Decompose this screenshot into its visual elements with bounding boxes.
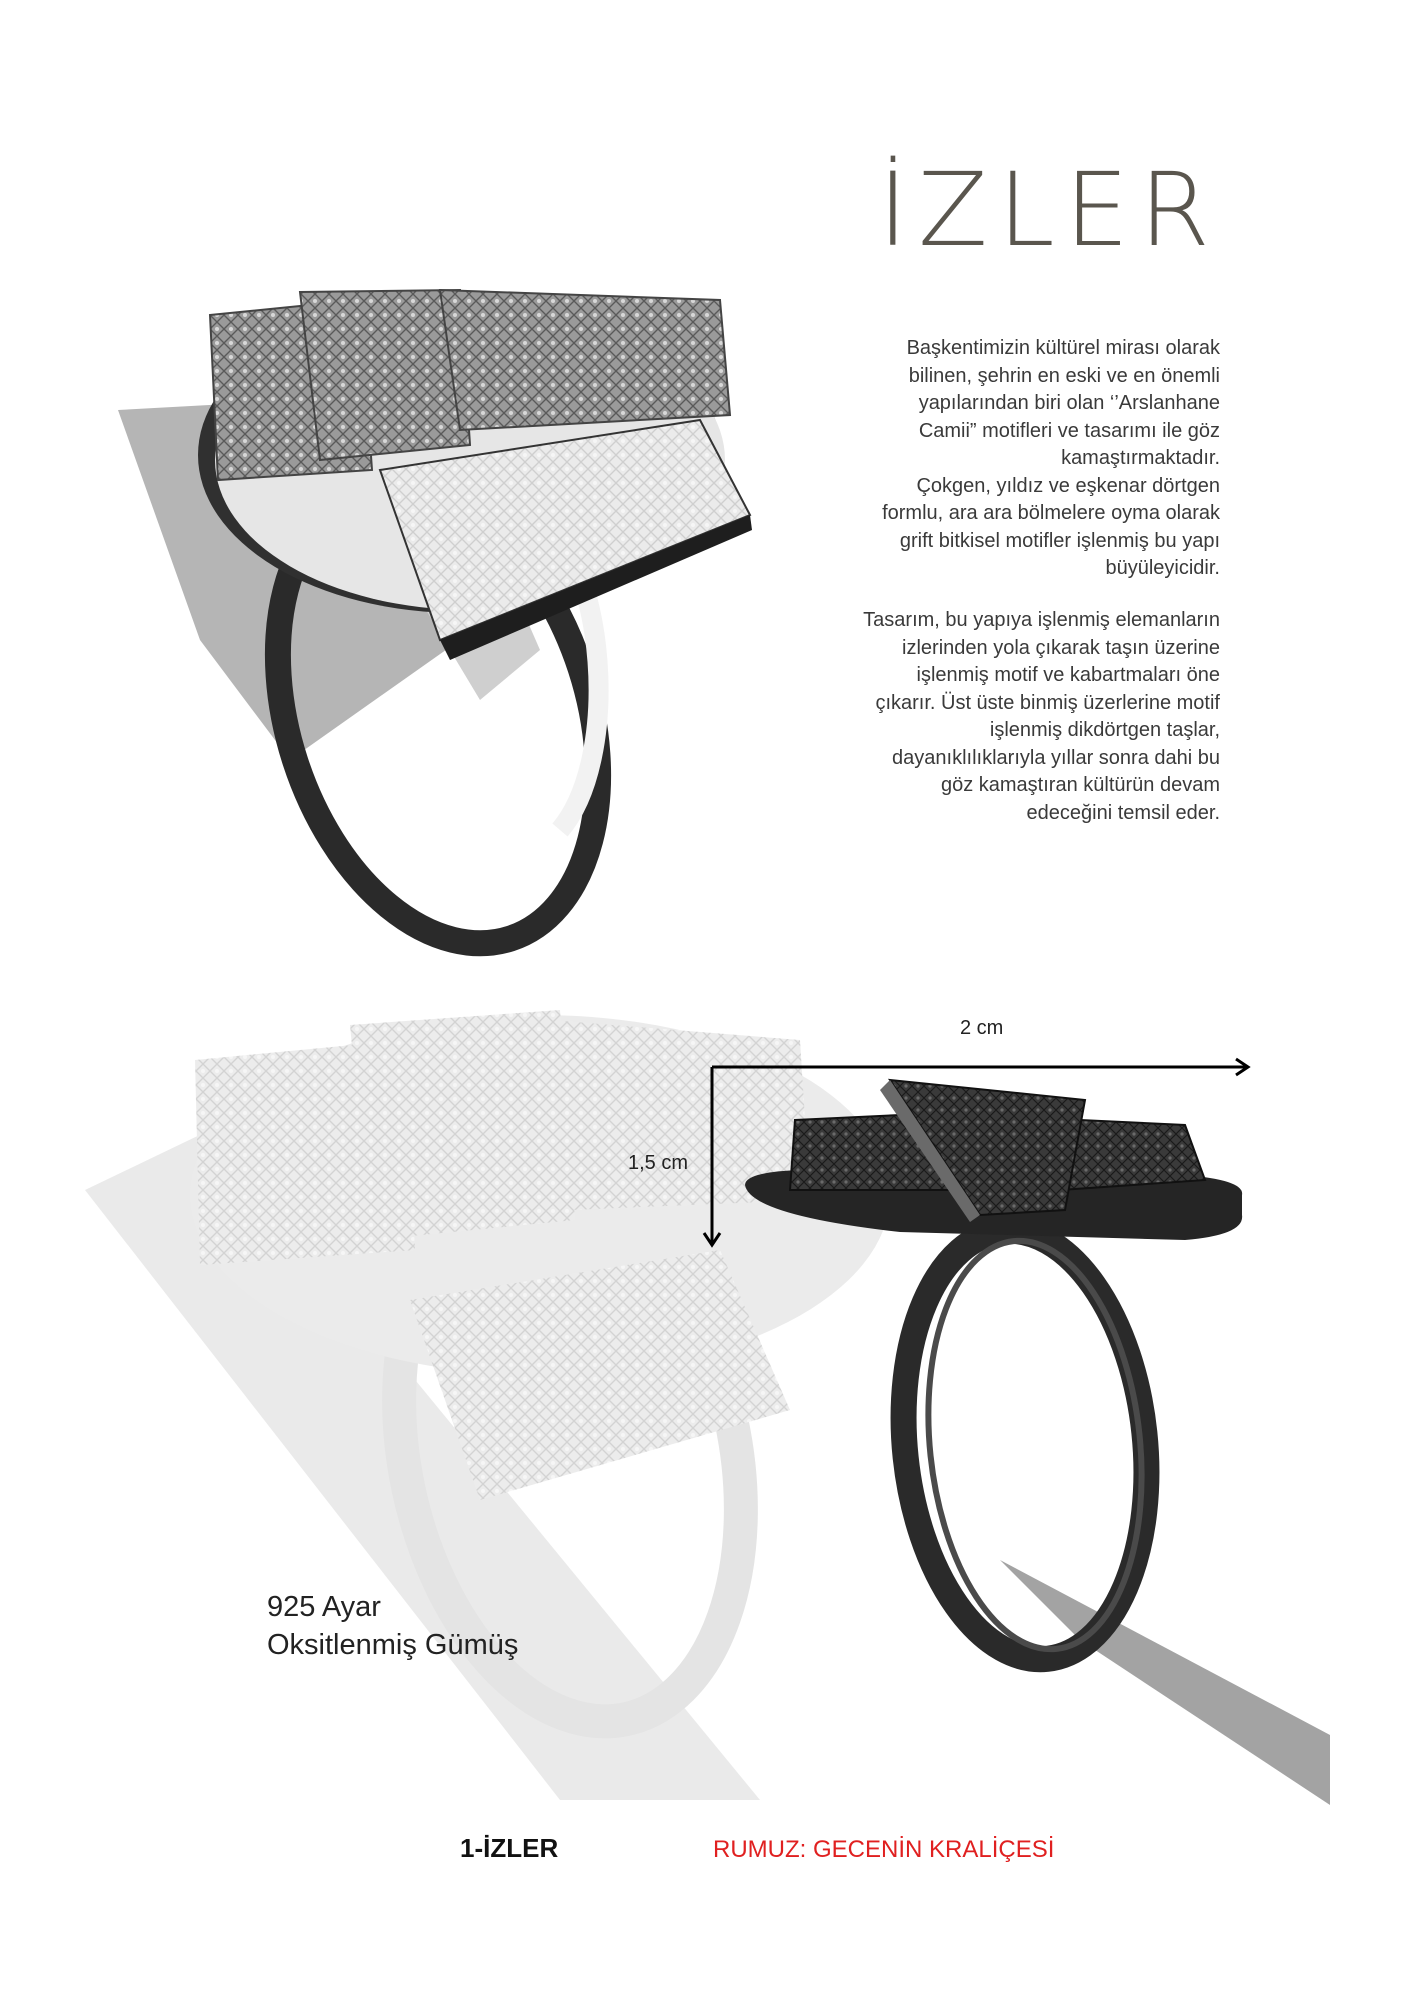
description-line: Çokgen, yıldız ve eşkenar dörtgen (916, 474, 1220, 497)
description-line: büyüleyicidir. (1105, 557, 1220, 579)
page-title: İZLER (877, 151, 1220, 270)
codename-label: RUMUZ: GECENİN KRALİÇESİ (713, 1836, 1055, 1863)
material-info (267, 1588, 518, 1664)
material-line-1: 925 Ayar (267, 1591, 381, 1623)
description-line: Tasarım, bu yapıya işlenmiş elemanların (863, 609, 1220, 631)
description-line: izlerinden yola çıkarak taşın üzerine (902, 636, 1220, 659)
dark-ring-band (883, 1219, 1167, 1672)
description-line: dayanıklılıklarıyla yıllar sonra dahi bu (892, 746, 1220, 769)
description-line: formlu, ara ara bölmelere oyma olarak (882, 502, 1220, 524)
product-name: 1-İZLER (460, 1833, 559, 1863)
description-line: edeceğini temsil eder. (1026, 801, 1220, 824)
faded-ring-render (85, 1010, 890, 1800)
dark-ring-render (745, 1080, 1242, 1671)
top-ring-render (118, 290, 752, 985)
description-line: çıkarır. Üst üste binmiş üzerlerine motif (875, 691, 1220, 714)
description-line: işlenmiş motif ve kabartmaları öne (916, 664, 1220, 686)
width-dimension-label: 2 cm (960, 1017, 1004, 1039)
description-line: Camii” motifleri ve tasarımı ile göz (918, 419, 1220, 442)
height-dimension-label: 1,5 cm (628, 1152, 689, 1174)
description-line: grift bitkisel motifler işlenmiş bu yapı (899, 529, 1220, 552)
dark-ring-stone (1060, 1120, 1205, 1190)
top-ring-stone (440, 290, 730, 430)
description-line: yapılarından biri olan ‘’Arslanhane (918, 392, 1220, 414)
description-line: göz kamaştıran kültürün devam (940, 774, 1220, 796)
description-line: işlenmiş dikdörtgen taşlar, (989, 719, 1220, 741)
dark-ring-shadow (1000, 1560, 1330, 1805)
description-paragraph-1 (790, 335, 1220, 583)
material-line-2: Oksitlenmiş Gümüş (267, 1629, 519, 1661)
description-line: Başkentimizin kültürel mirası olarak (906, 337, 1220, 359)
description-paragraph-2 (790, 607, 1220, 827)
description-line: bilinen, şehrin en eski ve en önemli (908, 364, 1220, 387)
description-line: kamaştırmaktadır. (1061, 447, 1220, 469)
